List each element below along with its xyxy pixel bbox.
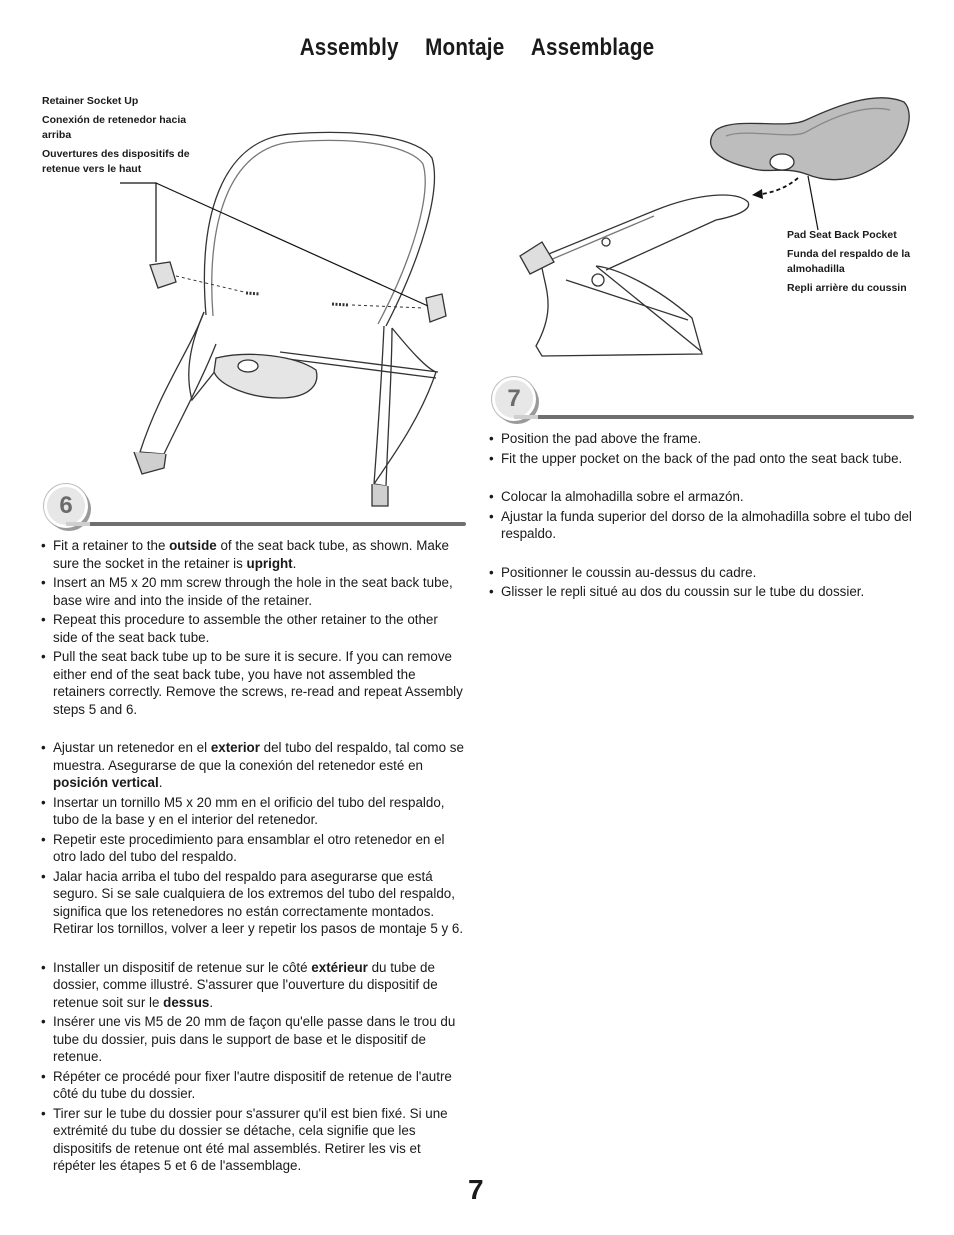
instruction-item — [41, 1068, 466, 1103]
instruction-item — [41, 794, 466, 829]
step7-number: 7 — [492, 377, 536, 421]
instruction-item — [41, 574, 466, 609]
emphasis-text: exterior — [210, 740, 260, 755]
step6-list-fr — [41, 959, 466, 1175]
instruction-text: Repeat this procedure to assemble the other retainer to the other side of the seat back tube. — [53, 612, 438, 645]
step6-list-en — [41, 537, 466, 718]
instruction-text: Ajustar un retenedor en el — [53, 740, 211, 755]
step6-bouncer-frame-illustration — [120, 100, 470, 515]
instruction-text: . — [158, 775, 163, 790]
instruction-item — [41, 959, 466, 1012]
title-es: Montaje — [425, 34, 505, 61]
step7-list-fr — [489, 564, 919, 601]
instruction-text: del tubo del respaldo, tal como se muestra. Asegurarse de que la conexión del retenedor esté en — [53, 740, 464, 773]
step6-number: 6 — [44, 484, 88, 528]
instruction-item — [41, 868, 466, 938]
instruction-item: • Ajustar la funda superior del dorso de la almohadilla sobre el tubo del respaldo. — [489, 508, 919, 543]
emphasis-text: extérieur — [311, 959, 368, 975]
callout-es: Conexión de retenedor hacia arriba — [42, 114, 187, 141]
page-number: 7 — [468, 1174, 484, 1205]
instruction-item — [41, 1105, 466, 1175]
step7-instructions — [489, 430, 919, 603]
step6-header — [44, 484, 468, 530]
instruction-item: • Positionner le coussin au-dessus du cadre. — [489, 564, 919, 582]
emphasis-text: posición vertical — [53, 775, 159, 790]
instruction-item — [41, 611, 466, 646]
callout-en: Pad Seat Back Pocket — [787, 229, 897, 241]
instruction-item: • Position the pad above the frame. — [489, 430, 919, 448]
instruction-item: • Glisser le repli situé au dos du coussin sur le tube du dossier. — [489, 583, 919, 601]
instruction-text: du tube de dossier, comme illustré. S'assurer que l'ouverture du dispositif de retenue soit sur le — [53, 959, 438, 1010]
step7-list-en — [489, 430, 919, 467]
step6-instructions — [41, 537, 466, 1177]
page-title — [67, 34, 887, 62]
instruction-text: Insertar un tornillo M5 x 20 mm en el orificio del tubo del respaldo, tubo de la base y en el interior del retenedor. — [53, 794, 445, 827]
step7-callout — [787, 228, 937, 300]
callout-fr: Repli arrière du coussin — [787, 282, 907, 294]
instruction-item — [41, 648, 466, 718]
instruction-item: • Fit the upper pocket on the back of the pad onto the seat back tube. — [489, 450, 919, 468]
instruction-item: • Colocar la almohadilla sobre el armazón. — [489, 488, 919, 506]
instruction-item — [41, 739, 466, 792]
instruction-text: Tirer sur le tube du dossier pour s'assurer qu'il est bien fixé. Si une extrémité du tube du dossier se détache, cela signifie que les dispositifs de retenue ont été mal assemblés. Retirer les vis et répéter les étapes 5 et 6 de l'assemblage. — [53, 1105, 448, 1173]
instruction-item — [41, 537, 466, 572]
emphasis-text: outside — [169, 538, 217, 553]
instruction-item — [41, 1013, 466, 1066]
instruction-text: Insérer une vis M5 de 20 mm de façon qu'elle passe dans le trou du tube du dossier, puis dans le support de base et le dispositif de retenue. — [53, 1014, 456, 1064]
emphasis-text: upright — [246, 555, 293, 571]
callout-es: Funda del respaldo de la almohadilla — [787, 248, 911, 275]
instruction-text: . — [209, 994, 214, 1010]
instruction-text: Répéter ce procédé pour fixer l'autre dispositif de retenue de l'autre côté du tube du dossier. — [53, 1068, 452, 1101]
instruction-text: Insert an M5 x 20 mm screw through the hole in the seat back tube, base wire and into the inside of the retainer. — [53, 575, 453, 608]
title-fr: Assemblage — [530, 34, 655, 61]
step7-divider — [534, 415, 914, 419]
step6-list-es — [41, 739, 466, 938]
callout-fr: Ouvertures des dispositifs de retenue vers le haut — [42, 148, 190, 175]
step6-divider — [86, 522, 466, 526]
instruction-text: Fit a retainer to the — [53, 538, 170, 553]
instruction-text: . — [292, 555, 297, 571]
instruction-item — [41, 831, 466, 866]
step7-header — [492, 377, 916, 423]
step7-list-es — [489, 488, 919, 543]
instruction-text: Pull the seat back tube up to be sure it is secure. If you can remove either end of the seat back tube, you have not assembled the retainers correctly. Remove the screws, re-read and repeat Assembly steps 5 and 6. — [53, 649, 463, 717]
instruction-text: of the seat back tube, as shown. Make sure the socket in the retainer is — [53, 538, 449, 571]
emphasis-text: dessus — [163, 994, 210, 1010]
callout-en: Retainer Socket Up — [42, 95, 139, 107]
instruction-text: Installer un dispositif de retenue sur le côté — [53, 959, 312, 975]
title-en: Assembly — [299, 34, 399, 61]
instruction-text: Repetir este procedimiento para ensamblar el otro retenedor en el otro lado del tubo del respaldo. — [53, 831, 445, 864]
instruction-text: Jalar hacia arriba el tubo del respaldo para asegurarse que está seguro. Si se sale cualquiera de los extremos del tubo del respaldo, significa que los retenedores no están correctamente montados. Retirar los tornillos, volver a leer y repetir los pasos de montaje 5 y 6. — [53, 868, 464, 936]
